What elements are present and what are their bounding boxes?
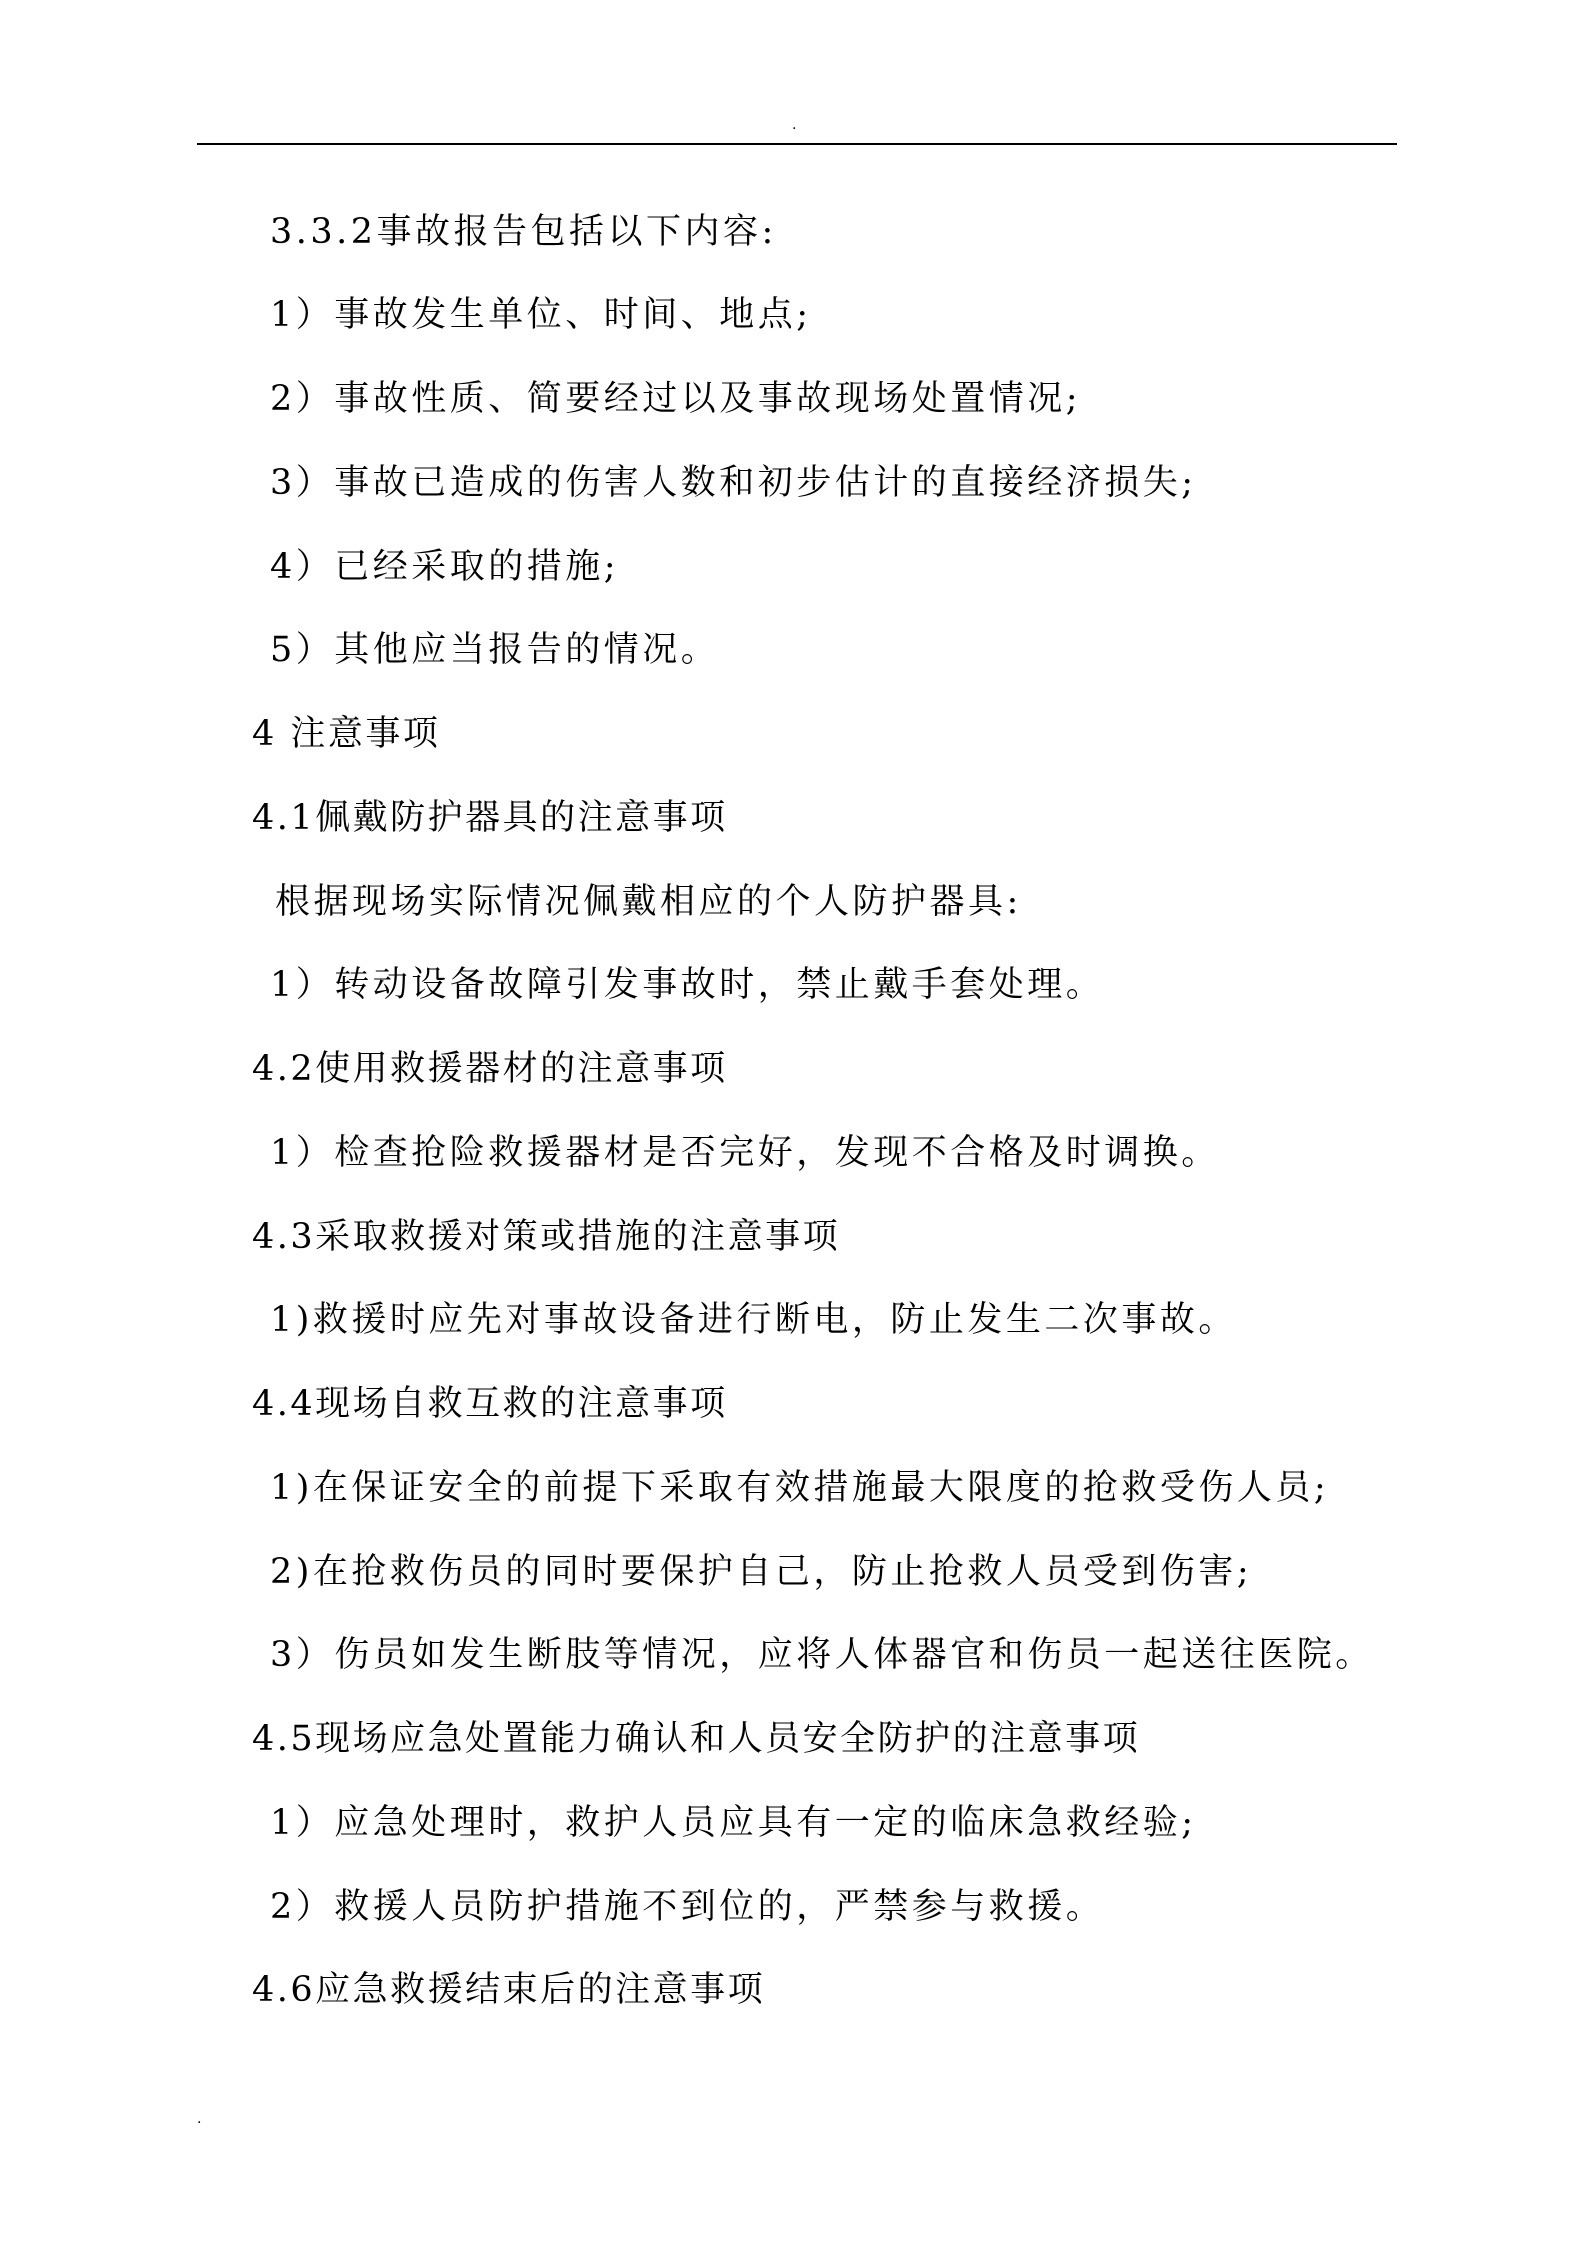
list-item: 1)救援时应先对事故设备进行断电，防止发生二次事故。 [270,1300,1237,1340]
list-item: 1）事故发生单位、时间、地点; [270,295,812,335]
paragraph-3-3-2: 3.3.2事故报告包括以下内容: [270,212,777,252]
section-heading-4: 4 注意事项 [252,714,441,754]
section-heading-4-3: 4.3采取救援对策或措施的注意事项 [252,1217,841,1257]
list-item: 2）救援人员防护措施不到位的，严禁参与救援。 [270,1887,1105,1927]
list-item: 2）事故性质、简要经过以及事故现场处置情况; [270,379,1082,419]
section-heading-4-2: 4.2使用救援器材的注意事项 [252,1049,728,1089]
list-item: 1）检查抢险救援器材是否完好，发现不合格及时调换。 [270,1133,1220,1173]
list-item: 1)在保证安全的前提下采取有效措施最大限度的抢救受伤人员; [270,1468,1330,1508]
section-heading-4-6: 4.6应急救援结束后的注意事项 [252,1970,766,2010]
list-item: 3）事故已造成的伤害人数和初步估计的直接经济损失; [270,463,1197,503]
paragraph: 根据现场实际情况佩戴相应的个人防护器具: [275,882,1022,922]
list-item: 1）转动设备故障引发事故时，禁止戴手套处理。 [270,965,1105,1005]
section-heading-4-5: 4.5现场应急处置能力确认和人员安全防护的注意事项 [252,1719,1141,1759]
section-heading-4-4: 4.4现场自救互救的注意事项 [252,1384,728,1424]
header-mark: . [792,117,797,133]
list-item: 4）已经采取的措施; [270,547,620,587]
list-item: 5）其他应当报告的情况。 [270,630,720,670]
section-heading-4-1: 4.1佩戴防护器具的注意事项 [252,798,728,838]
footer-mark: . [197,2111,202,2127]
header-rule [197,143,1397,145]
list-item: 3）伤员如发生断肢等情况，应将人体器官和伤员一起送往医院。 [270,1635,1374,1675]
list-item: 2)在抢救伤员的同时要保护自己，防止抢救人员受到伤害; [270,1552,1253,1592]
list-item: 1）应急处理时，救护人员应具有一定的临床急救经验; [270,1803,1197,1843]
